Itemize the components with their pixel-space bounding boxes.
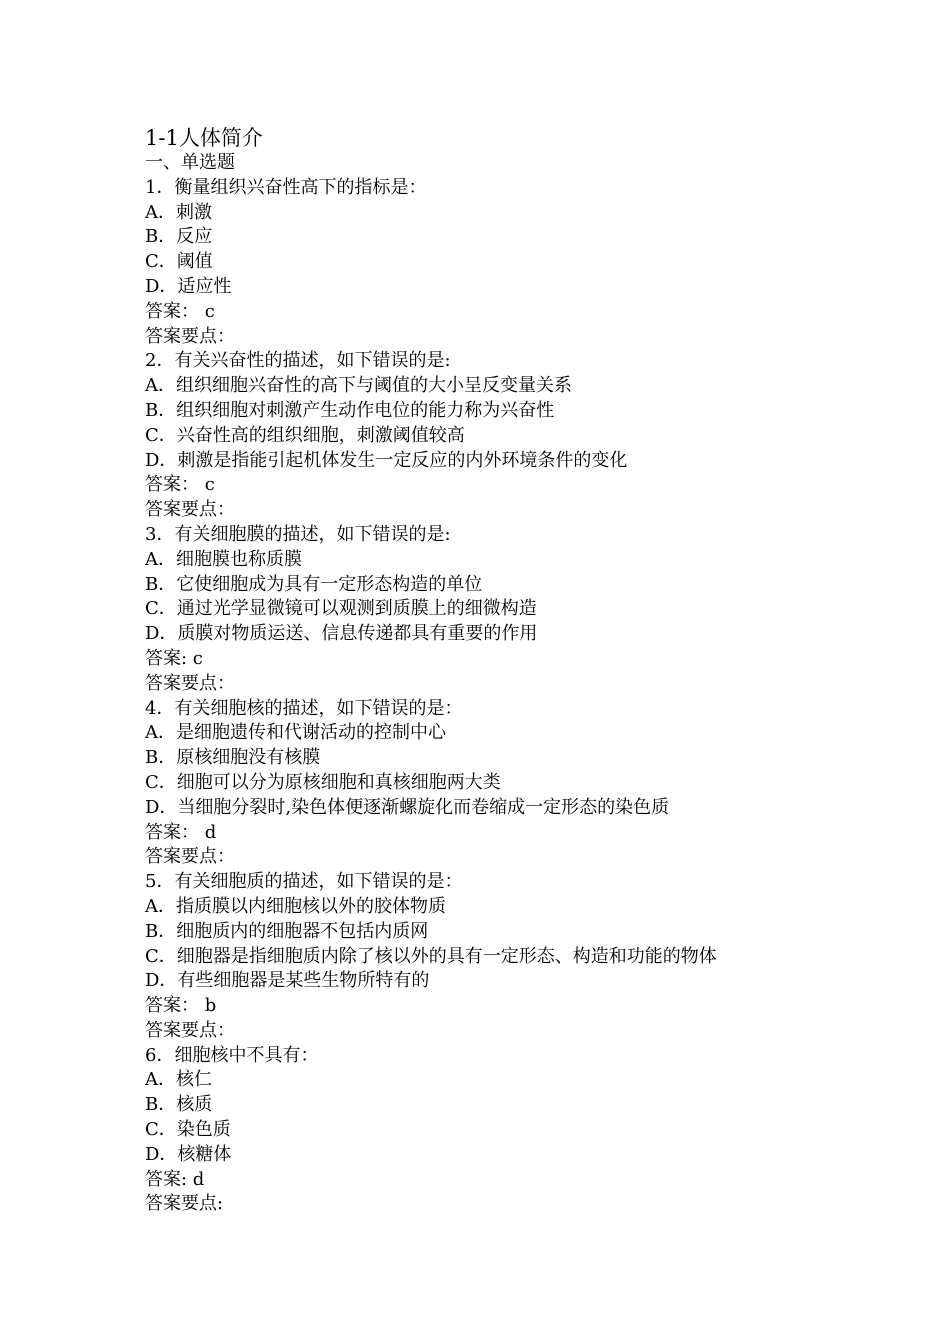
- option-a: A．组织细胞兴奋性的高下与阈值的大小呈反变量关系: [145, 375, 572, 397]
- option-b: B．组织细胞对刺激产生动作电位的能力称为兴奋性: [145, 399, 555, 421]
- option-d: D．刺激是指能引起机体发生一定反应的内外环境条件的变化: [145, 449, 628, 471]
- option-d: D．核糖体: [145, 1143, 232, 1165]
- option-c: C．染色质: [145, 1119, 231, 1141]
- option-b: B．原核细胞没有核膜: [145, 747, 321, 769]
- option-a: A．指质膜以内细胞核以外的胶体物质: [145, 895, 446, 917]
- question-3: [145, 523, 845, 697]
- answer: 答案： c: [145, 474, 215, 496]
- question-4: [145, 697, 845, 871]
- option-a: A．是细胞遗传和代谢活动的控制中心: [145, 722, 446, 744]
- option-d: D．质膜对物质运送、信息传递都具有重要的作用: [145, 623, 538, 645]
- question-2: [145, 349, 845, 523]
- option-c: C．细胞可以分为原核细胞和真核细胞两大类: [145, 771, 501, 793]
- option-a: A．核仁: [145, 1069, 212, 1091]
- option-a: A．刺激: [145, 201, 212, 223]
- answer-key-points: 答案要点：: [145, 499, 235, 521]
- section-heading: 一、单选题: [145, 152, 235, 173]
- question-stem: 6．细胞核中不具有：: [145, 1044, 319, 1066]
- document-title: 1-1人体简介: [145, 126, 263, 150]
- answer: 答案： d: [145, 821, 217, 843]
- option-b: B．细胞质内的细胞器不包括内质网: [145, 920, 429, 942]
- answer-key-points: 答案要点：: [145, 672, 235, 694]
- option-b: B．反应: [145, 226, 213, 248]
- option-c: C．通过光学显微镜可以观测到质膜上的细微构造: [145, 598, 537, 620]
- document-content: [145, 125, 845, 1217]
- option-d: D．当细胞分裂时,染色体便逐渐螺旋化而卷缩成一定形态的染色质: [145, 796, 670, 818]
- answer-key-points: 答案要点：: [145, 846, 235, 868]
- option-a: A．细胞膜也称质膜: [145, 548, 302, 570]
- option-b: B．核质: [145, 1094, 213, 1116]
- question-stem: 4．有关细胞核的描述，如下错误的是：: [145, 697, 463, 719]
- option-c: C．兴奋性高的组织细胞，刺激阈值较高: [145, 424, 465, 446]
- answer: 答案: d: [145, 1168, 205, 1190]
- option-b: B．它使细胞成为具有一定形态构造的单位: [145, 573, 483, 595]
- option-d: D．有些细胞器是某些生物所特有的: [145, 970, 430, 992]
- answer-key-points: 答案要点：: [145, 325, 235, 347]
- question-stem: 1．衡量组织兴奋性高下的指标是：: [145, 176, 427, 198]
- question-stem: 5．有关细胞质的描述，如下错误的是：: [145, 871, 463, 893]
- question-stem: 2．有关兴奋性的描述，如下错误的是:: [145, 350, 451, 372]
- answer-key-points: 答案要点:: [145, 1193, 224, 1215]
- question-5: [145, 870, 845, 1044]
- question-stem: 3．有关细胞膜的描述，如下错误的是:: [145, 523, 451, 545]
- option-c: C．细胞器是指细胞质内除了核以外的具有一定形态、构造和功能的物体: [145, 945, 717, 967]
- answer: 答案： c: [145, 300, 215, 322]
- option-d: D．适应性: [145, 275, 232, 297]
- answer: 答案: c: [145, 647, 203, 669]
- question-6: [145, 1044, 845, 1218]
- question-1: [145, 176, 845, 350]
- answer-key-points: 答案要点：: [145, 1019, 235, 1041]
- option-c: C．阈值: [145, 251, 213, 273]
- answer: 答案： b: [145, 995, 217, 1017]
